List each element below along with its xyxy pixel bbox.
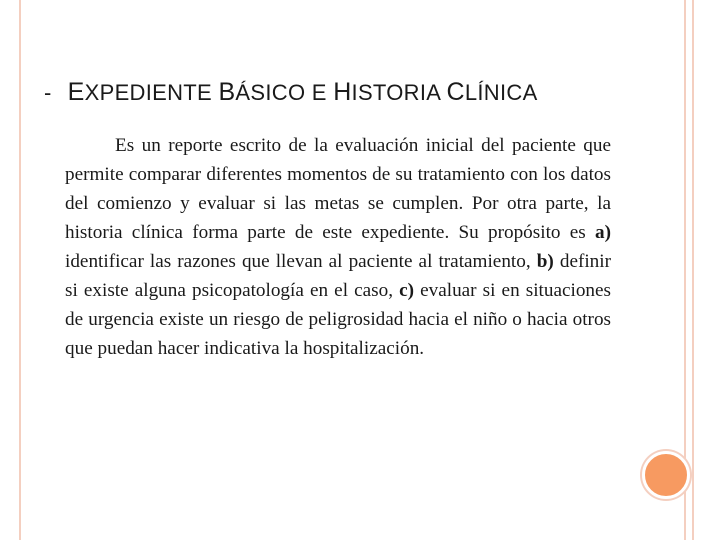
title-part: ÁSICO E — [235, 80, 334, 105]
title-part: ISTORIA — [351, 80, 447, 105]
title-part: LÍNICA — [464, 80, 538, 105]
title-part: XPEDIENTE — [84, 80, 219, 105]
title-part: E — [67, 78, 85, 106]
body-text-part3: definir si existe alguna psicopatología en el caso, — [65, 251, 611, 301]
body-text-part2: identificar las razones que llevan al paciente al tratamiento, — [65, 251, 537, 272]
title-part: B — [218, 78, 236, 106]
title-text — [68, 80, 538, 105]
body-text-part1: Es un reporte escrito de la evaluación inicial del paciente que permite comparar diferentes momentos de su tratamiento con los datos del comienzo y evaluar si las metas se cumplen. Por otra parte, la historia clínica forma parte de este expediente. Su propósito es — [65, 135, 611, 243]
decor-circle — [642, 451, 690, 499]
slide-title — [44, 78, 538, 107]
marker-b: b) — [536, 251, 554, 272]
title-part: C — [446, 78, 465, 106]
marker-c: c) — [399, 280, 415, 301]
right-decor-line-outer — [692, 0, 694, 540]
marker-a: a) — [595, 222, 611, 243]
title-bullet: - — [44, 80, 52, 105]
body-text-part4: evaluar si en situaciones de urgencia existe un riesgo de peligrosidad hacia el niño o hacia otros que puedan hacer indicativa la hospitalización. — [65, 280, 612, 359]
left-decor-line — [19, 0, 21, 540]
title-part: H — [333, 78, 352, 106]
body-paragraph — [65, 131, 611, 363]
